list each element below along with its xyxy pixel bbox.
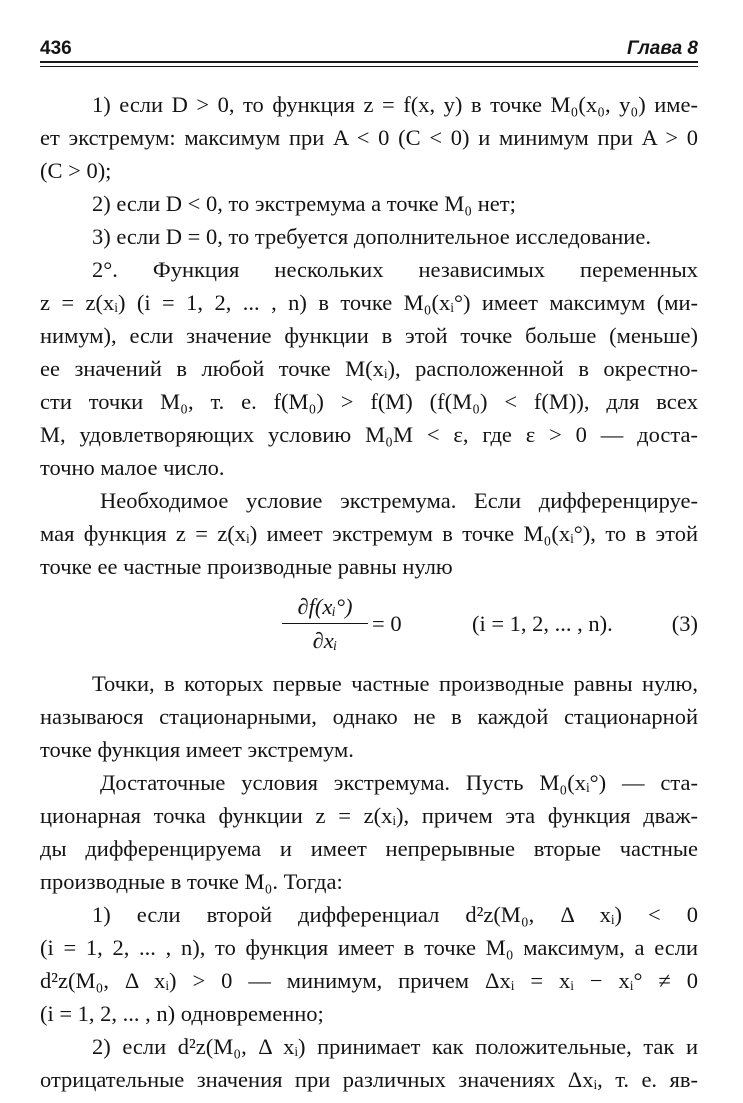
formula-equals: = 0	[372, 611, 402, 636]
formula-3	[40, 585, 698, 667]
section-heading-line: 2°. Функция нескольких независимых переменных	[92, 257, 698, 282]
page-body	[40, 88, 698, 1096]
text-line: 3) если D = 0, то требуется дополнительное исследование.	[92, 224, 651, 249]
text-line: нимум), если значение функции в этой точке больше (меньше)	[40, 323, 698, 348]
text-line: точке ее частные производные равны нулю	[40, 554, 453, 579]
text-line: 2) если D < 0, то экстремума а точке M₀ нет;	[92, 191, 516, 216]
page-number: 436	[40, 38, 72, 59]
text-line: Достаточные условия экстремума. Пусть M₀(xᵢ°) — ста-	[100, 770, 698, 795]
formula-fraction	[282, 591, 368, 658]
header-rule-thin	[40, 66, 698, 67]
chapter-title: Глава 8	[627, 38, 698, 59]
formula-numerator: ∂f(xᵢ°)	[282, 591, 368, 624]
header-rule-thick	[40, 61, 698, 63]
text-line: называюся стационарными, однако не в каждой стационарной	[40, 704, 698, 729]
equation-number: (3)	[671, 611, 698, 636]
text-line: сти точки M₀, т. е. f(M₀) > f(M) (f(M₀) < f(M)), для всех	[40, 389, 698, 414]
text-line: ее значений в любой точке M(xᵢ), расположенной в окрестно-	[40, 356, 698, 381]
text-line: (i = 1, 2, ... , n) одновременно;	[40, 1001, 324, 1026]
text-line: z = z(xᵢ) (i = 1, 2, ... , n) в точке M₀(xᵢ°) имеет максимум (ми-	[40, 290, 698, 315]
text-line: Необходимое условие экстремума. Если дифференцируе-	[100, 488, 698, 513]
text-line: точке функция имеет экстремум.	[40, 737, 354, 762]
formula-condition: (i = 1, 2, ... , n).	[472, 611, 613, 636]
text-line: ды дифференцируема и имеет непрерывные вторые частные	[40, 836, 698, 861]
text-line: 1) если D > 0, то функция z = f(x, y) в точке M₀(x₀, y₀) име-	[92, 92, 698, 117]
text-line: (i = 1, 2, ... , n), то функция имеет в точке M₀ максимум, а если	[40, 935, 698, 960]
text-line: мая функция z = z(xᵢ) имеет экстремум в точке M₀(xᵢ°), то в этой	[40, 521, 698, 546]
text-line: M, удовлетворяющих условию M₀M < ε, где ε > 0 — доста-	[40, 422, 698, 447]
text-line: ционарная точка функции z = z(xᵢ), причем эта функция дваж-	[40, 803, 698, 828]
text-line: производные в точке M₀. Тогда:	[40, 869, 343, 894]
text-line: 2) если d²z(M₀, Δ xᵢ) принимает как положительные, так и	[92, 1034, 698, 1059]
text-line: точно малое число.	[40, 455, 225, 480]
text-line: ет экстремум: максимум при A < 0 (C < 0) и минимум при A > 0	[40, 125, 698, 150]
text-line: (C > 0);	[40, 158, 112, 183]
formula-denominator: ∂xᵢ	[312, 628, 338, 653]
text-line: d²z(M₀, Δ xᵢ) > 0 — минимум, причем Δxᵢ = xᵢ − xᵢ° ≠ 0	[40, 968, 698, 993]
text-line: отрицательные значения при различных значениях Δxᵢ, т. е. яв-	[40, 1067, 698, 1092]
text-line: 1) если второй дифференциал d²z(M₀, Δ xᵢ) < 0	[92, 902, 698, 927]
text-line: Точки, в которых первые частные производные равны нулю,	[92, 671, 698, 696]
running-header	[40, 38, 698, 68]
